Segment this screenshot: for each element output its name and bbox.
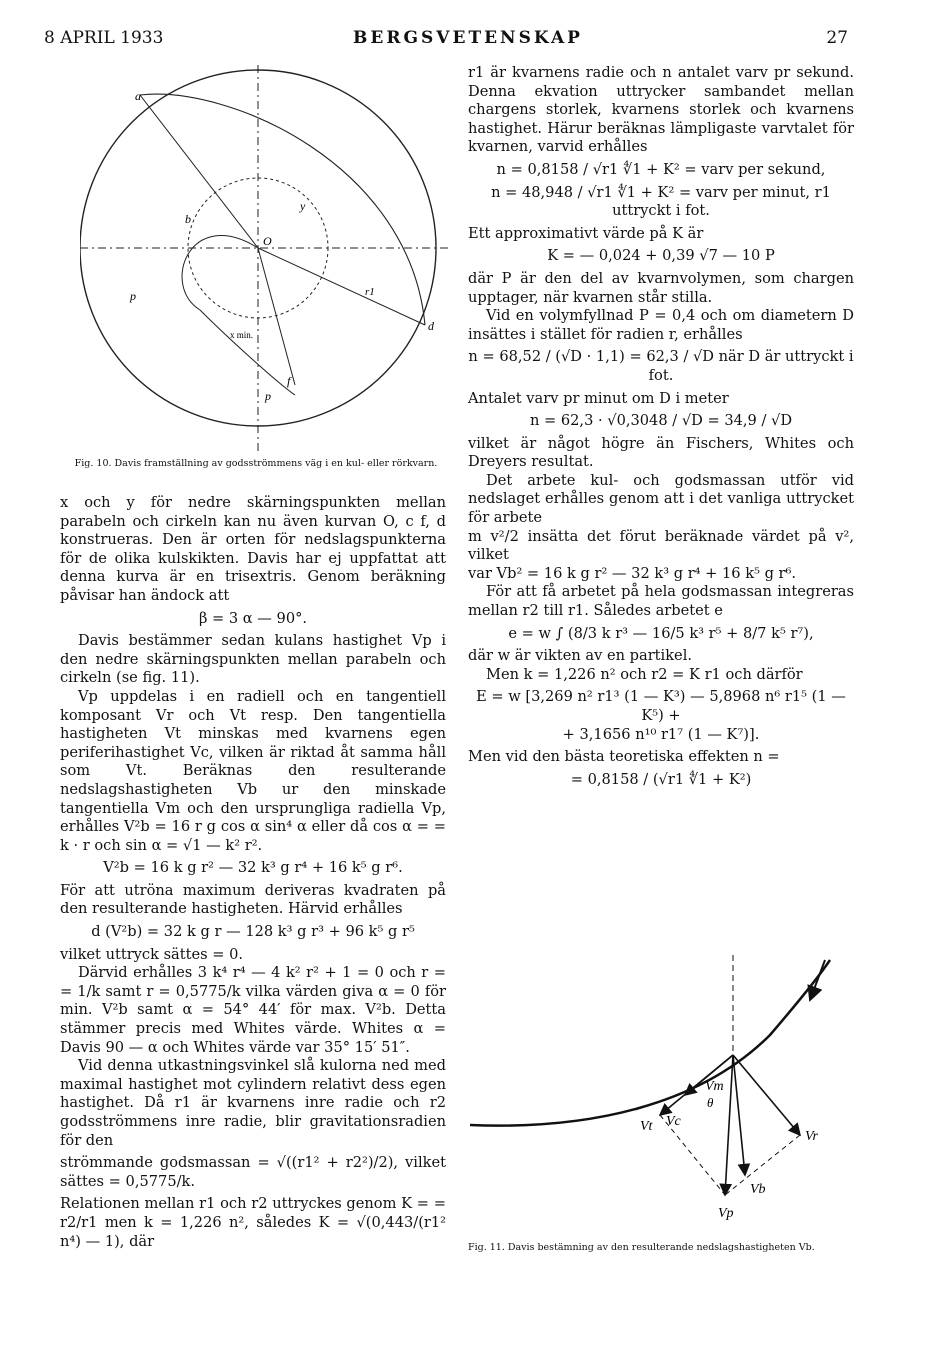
- right-paragraph: Vid en volymfyllnad P = 0,4 och om diametern D insättes i stället för radien r, erhålles: [468, 307, 854, 343]
- left-paragraph: Därvid erhålles 3 k⁴ r⁴ — 4 k² r² + 1 = 0 och r = = 1/k samt r = 0,5775/k vilka värden giva α = 0 för min. V²b samt α = 54° 44′ för max. V²b. Detta stämmer precis med Whites värde. Whites α = Davis 90 — α och Whites värde var 35° 15′ 51″.: [60, 964, 446, 1056]
- eq-n2-tail: = varv per minut, r1 uttryckt i fot.: [612, 183, 831, 220]
- label-vp: Vp: [718, 1206, 734, 1221]
- label-r1: r1: [365, 286, 375, 298]
- label-vm: Vm: [705, 1079, 724, 1094]
- equation-beta: β = 3 α — 90°.: [198, 609, 308, 627]
- equation-work-integral: e = w ∫ (8/3 k r³ — 16/5 k³ r⁵ + 8/7 k⁵ r⁷),: [508, 624, 814, 642]
- right-paragraph: vilket är något högre än Fischers, Whites och Dreyers resultat.: [468, 434, 854, 471]
- header-date: 8 APRIL 1933: [44, 28, 164, 48]
- equation-n-diameter-meter: n = 62,3 · √0,3048 / √D = 34,9 / √D: [529, 412, 793, 430]
- left-paragraph: Relationen mellan r1 och r2 uttryckes genom K = = r2/r1 men k = 1,226 n², således K = √(0,443/(r1² n⁴) — 1), där: [60, 1195, 446, 1250]
- equation-n-per-second: n = 0,8158 / √r1 ∜1 + K² = varv per sekund,: [496, 160, 826, 178]
- eq-n2-numerator: 48,948: [521, 183, 574, 201]
- right-paragraph: m v²/2 insätta det förut beräknade värdet på v², vilket: [468, 527, 854, 564]
- label-y: y: [300, 199, 306, 213]
- label-p-left: p: [130, 289, 136, 303]
- label-vt: Vt: [640, 1119, 653, 1134]
- eq-n2-denominator: √r1 ∜1 + K²: [587, 183, 675, 201]
- label-xmin: x min.: [230, 330, 254, 340]
- right-paragraph: där w är vikten av en partikel.: [468, 647, 692, 665]
- label-d: d: [428, 319, 434, 333]
- header-page-number: 27: [826, 28, 848, 48]
- label-o: O: [263, 234, 272, 248]
- vector-vb: [733, 1055, 745, 1175]
- left-paragraph: Vp uppdelas i en radiell och en tangentiell komposant Vr och Vt resp. Den tangentiella hastigheten Vt minskas med kvarnens egen periferihastighet Vc, vilken är riktad åt samma håll som Vt. Beräknas den resulterande nedslagshastigheten Vb ur den minskade tangentiella Vm och den ursprungliga radiella Vp, erhålles V²b = 16 r g cos α sin⁴ α eller då cos α = = k · r och sin α = √1 — k² r².: [60, 687, 446, 854]
- parabola: [140, 94, 425, 325]
- right-paragraph: Det arbete kul- och godsmassan utför vid nedslaget erhålles genom att i det vanliga uttrycket för arbete: [468, 471, 854, 527]
- eq-n1-denominator: √r1 ∜1 + K²: [592, 160, 680, 178]
- equation-K: K = — 0,024 + 0,39 √7 — 10 P: [547, 247, 775, 265]
- eq-n1-numerator: 0,8158: [527, 160, 579, 178]
- left-paragraph: x och y för nedre skärningspunkten mellan parabeln och cirkeln kan nu även kurvan O, c f, d konstrueras. Den är orten för nedslagspunkterna för de olika kulskikten. Davis har ej uppfattat att denna kurva är en trisextris. Genom beräkning påvisar han ändock att: [60, 494, 446, 604]
- equation-vb: V²b = 16 k g r² — 32 k³ g r⁴ + 16 k⁵ g r⁶.: [103, 859, 403, 877]
- figure-10-diagram: [80, 55, 450, 455]
- eq-n1-tail: = varv per sekund,: [684, 160, 826, 178]
- left-paragraph: Vid denna utkastningsvinkel slå kulorna ned med maximal hastighet mot cylindern relativt dess egen hastighet. Då r1 är kvarnens inre radie och r2 godsströmmens inre radie, blir gravitationsradien för den: [60, 1057, 446, 1149]
- right-column: [468, 64, 854, 793]
- line-a-o: [140, 95, 258, 248]
- figure-10-caption: Fig. 10. Davis framställning av godsströmmens väg i en kul- eller rörkvarn.: [74, 458, 438, 469]
- label-theta: θ: [707, 1095, 714, 1110]
- header-journal: BERGSVETENSKAP: [353, 28, 583, 48]
- left-column: [60, 494, 446, 1251]
- equation-E-line-1: E = w [3,269 n² r1³ (1 — K³) — 5,8968 n⁶ r1⁵ (1 — K⁵) +: [476, 688, 846, 724]
- figure-11-caption: Fig. 11. Davis bestämning av den resulterande nedslagshastigheten Vb.: [468, 1242, 815, 1253]
- left-paragraph: För att utröna maximum deriveras kvadraten på den resulterande hastigheten. Härvid erhålles: [60, 881, 446, 918]
- label-f: f: [287, 374, 291, 388]
- label-vr: Vr: [805, 1129, 818, 1144]
- rotation-arrow: [810, 960, 825, 1000]
- equation-n-per-minute: n = 48,948 / √r1 ∜1 + K² = varv per minut, r1 uttryckt i fot.: [491, 183, 831, 220]
- label-p-bottom: p: [265, 389, 271, 403]
- right-paragraph: r1 är kvarnens radie och n antalet varv pr sekund. Denna ekvation uttrycker sambandet mellan chargens storlek, kvarnens storlek och kvarnens hastighet. Härur beräknas lämpligaste varvtalet för kvarnen, varvid erhålles: [468, 64, 854, 156]
- equation-best-n: = 0,8158 / (√r1 ∜1 + K²): [570, 770, 752, 788]
- vector-vr: [733, 1055, 800, 1135]
- left-paragraph: strömmande godsmassan = √((r1² + r2²)/2), vilket sättes = 0,5775/k.: [60, 1154, 446, 1190]
- left-paragraph: Davis bestämmer sedan kulans hastighet Vp i den nedre skärningspunkten mellan parabeln och cirkeln (se fig. 11).: [60, 632, 446, 687]
- right-paragraph: Ett approximativt värde på K är: [468, 224, 704, 242]
- mill-wall-arc: [470, 960, 830, 1126]
- line-o-f: [258, 248, 295, 385]
- right-paragraph: Men vid den bästa teoretiska effekten n =: [468, 748, 780, 766]
- equation-E-line-2: + 3,1656 n¹⁰ r1⁷ (1 — K⁷)].: [562, 725, 760, 743]
- right-paragraph: där P är den del av kvarnvolymen, som chargen upptager, när kvarnen står stilla.: [468, 269, 854, 306]
- figure-11-diagram: [470, 955, 870, 1245]
- right-paragraph: Men k = 1,226 n² och r2 = K r1 och därför: [486, 665, 803, 683]
- right-paragraph: För att få arbetet på hela godsmassan integreras mellan r2 till r1. Således arbetet e: [468, 583, 854, 620]
- trisextrix-curve: [182, 236, 295, 395]
- equation-derivative: d (V²b) = 32 k g r — 128 k³ g r³ + 96 k⁵ g r⁵: [91, 923, 415, 941]
- label-vc: Vc: [666, 1114, 681, 1129]
- label-a: a: [135, 89, 141, 103]
- equation-n-diameter-fot: n = 68,52 / (√D · 1,1) = 62,3 / √D när D är uttryckt i fot.: [468, 348, 854, 384]
- right-paragraph: Antalet varv pr minut om D i meter: [468, 389, 729, 407]
- left-paragraph: vilket uttryck sättes = 0.: [60, 945, 244, 963]
- label-b: b: [185, 212, 191, 226]
- right-paragraph: var Vb² = 16 k g r² — 32 k³ g r⁴ + 16 k⁵ g r⁶.: [468, 564, 797, 582]
- vector-vp: [725, 1055, 733, 1195]
- label-vb: Vb: [750, 1182, 766, 1197]
